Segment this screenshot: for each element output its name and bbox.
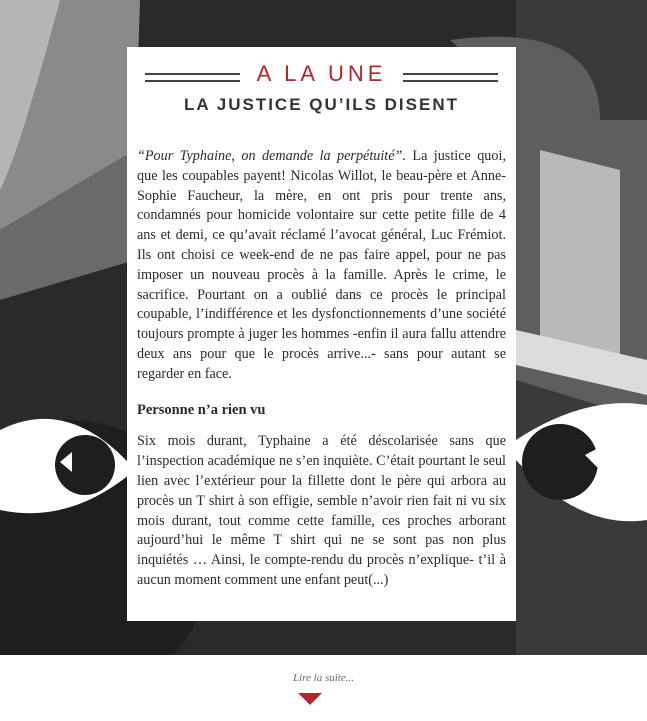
kicker-row [127, 61, 516, 91]
paragraph-2: Six mois durant, Typhaine a été déscolarisée sans que l’inspection académique ne s’en inquiète. C’était pourtant le seul lien avec l’extérieur pour la fillette dont le père qui arbora au procès un T shirt à son effigie, semble n’avoir rien fait ni vu six mois durant, tout comme cette famille, ces proches arborant aujourd’hui le même T shirt qui ne se sont pas non plus inquiétés … Ainsi, le compte-rendu du procès n’explique- t’il à aucun moment comment une enfant peut(...) [137, 433, 506, 588]
read-more-link[interactable]: Lire la suite... [292, 672, 354, 684]
section-kicker: A LA UNE [256, 61, 387, 86]
paragraph-1 [137, 147, 506, 385]
article-subheading: Personne n’a rien vu [137, 401, 266, 418]
article-body [137, 147, 506, 591]
paragraph-1-text: La justice quoi, que les coupables payent! Nicolas Willot, le beau-père et Anne-Sophie Faucheur, la mère, en ont pris pour trente ans, condamnés pour homicide volontaire sur cette petite fille de 4 ans et demi, ce qu’avait réclamé l’avocat général, Luc Frémiot. Ils ont choisi ce week-end de ne pas faire appel, pour ne pas imposer un nouveau procès à la famille. Après le crime, le sacrifice. Pourtant on a oublié dans ce procès le principal coupable, l’indifférence et les dysfonctionnements d’une société toujours prompte à juger les hommes -enfin il aura fallu attendre deux ans pour que le procès arrive...- sans pour autant se regarder en face. [137, 148, 506, 382]
decorative-rule-right [403, 73, 498, 82]
article-headline: LA JUSTICE QU’ILS DISENT [183, 95, 459, 114]
article-card [127, 47, 516, 621]
triangle-down-icon[interactable] [298, 693, 322, 705]
opening-quote: “Pour Typhaine, on demande la perpétuité”. [137, 148, 406, 164]
